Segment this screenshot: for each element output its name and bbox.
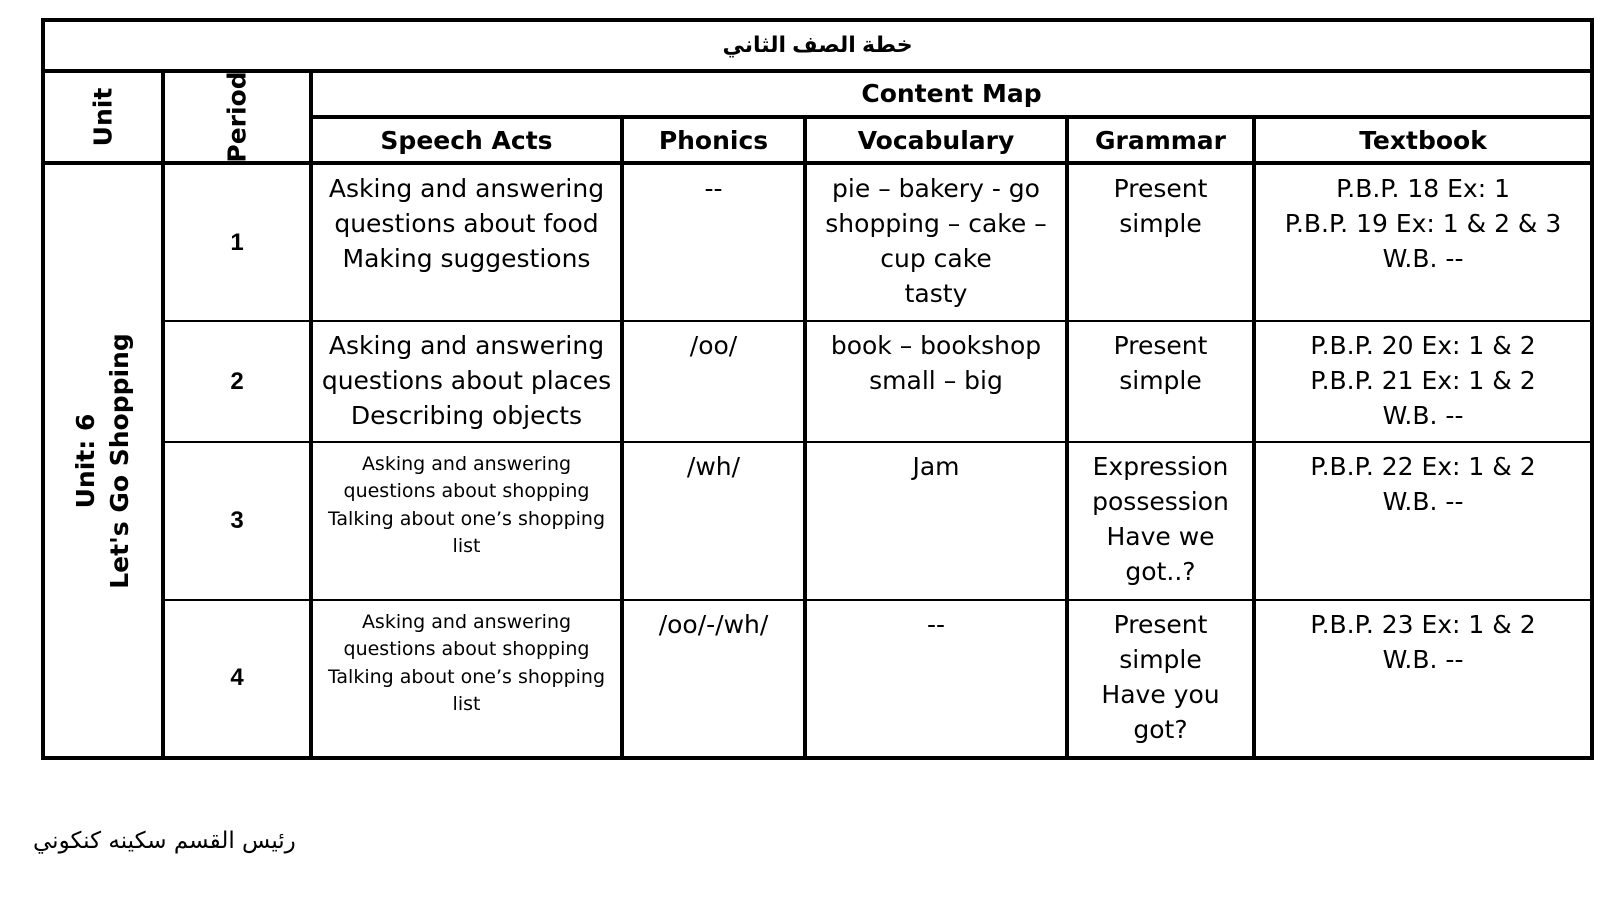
department-head-signature: رئيس القسم سكينه كنكوني xyxy=(33,828,296,854)
table-row xyxy=(43,163,1592,321)
period-number: 4 xyxy=(163,600,311,758)
speech-acts-header: Speech Acts xyxy=(311,117,622,163)
table-row xyxy=(43,442,1592,600)
content-map-header: Content Map xyxy=(311,71,1592,117)
unit-name: Let's Go Shopping xyxy=(105,332,134,589)
period-number: 1 xyxy=(163,163,311,321)
textbook-header: Textbook xyxy=(1254,117,1592,163)
period-number: 2 xyxy=(163,321,311,441)
unit-header xyxy=(43,71,163,164)
unit-header-label: Unit xyxy=(88,87,118,147)
textbook-cell: P.B.P. 22 Ex: 1 & 2 W.B. -- xyxy=(1254,442,1592,600)
phonics-cell: /wh/ xyxy=(622,442,805,600)
textbook-cell: P.B.P. 20 Ex: 1 & 2 P.B.P. 21 Ex: 1 & 2 W.B. -- xyxy=(1254,321,1592,441)
unit-cell xyxy=(43,163,163,758)
textbook-cell: P.B.P. 23 Ex: 1 & 2 W.B. -- xyxy=(1254,600,1592,758)
table-row xyxy=(43,321,1592,441)
speech-acts-cell: Asking and answering questions about food Making suggestions xyxy=(311,163,622,321)
speech-acts-cell: Asking and answering questions about shopping Talking about one’s shopping list xyxy=(311,442,622,600)
phonics-cell: -- xyxy=(622,163,805,321)
vocabulary-cell: Jam xyxy=(805,442,1067,600)
vocabulary-cell: -- xyxy=(805,600,1067,758)
phonics-cell: /oo/ xyxy=(622,321,805,441)
lesson-plan-table xyxy=(41,18,1594,760)
period-header-label: Period xyxy=(222,71,252,163)
grammar-cell: Expression possession Have we got..? xyxy=(1067,442,1254,600)
vocabulary-cell: pie – bakery - go shopping – cake – cup cake tasty xyxy=(805,163,1067,321)
table-title: خطة الصف الثاني xyxy=(43,20,1592,71)
grammar-cell: Present simple xyxy=(1067,163,1254,321)
grammar-cell: Present simple Have you got? xyxy=(1067,600,1254,758)
phonics-cell: /oo/-/wh/ xyxy=(622,600,805,758)
phonics-header: Phonics xyxy=(622,117,805,163)
table-row xyxy=(43,600,1592,758)
speech-acts-cell: Asking and answering questions about places Describing objects xyxy=(311,321,622,441)
grammar-header: Grammar xyxy=(1067,117,1254,163)
period-number: 3 xyxy=(163,442,311,600)
textbook-cell: P.B.P. 18 Ex: 1 P.B.P. 19 Ex: 1 & 2 & 3 W.B. -- xyxy=(1254,163,1592,321)
grammar-cell: Present simple xyxy=(1067,321,1254,441)
speech-acts-cell: Asking and answering questions about shopping Talking about one’s shopping list xyxy=(311,600,622,758)
vocabulary-cell: book – bookshop small – big xyxy=(805,321,1067,441)
period-header xyxy=(163,71,311,164)
unit-title xyxy=(69,333,137,589)
unit-number: Unit: 6 xyxy=(71,413,100,509)
vocabulary-header: Vocabulary xyxy=(805,117,1067,163)
